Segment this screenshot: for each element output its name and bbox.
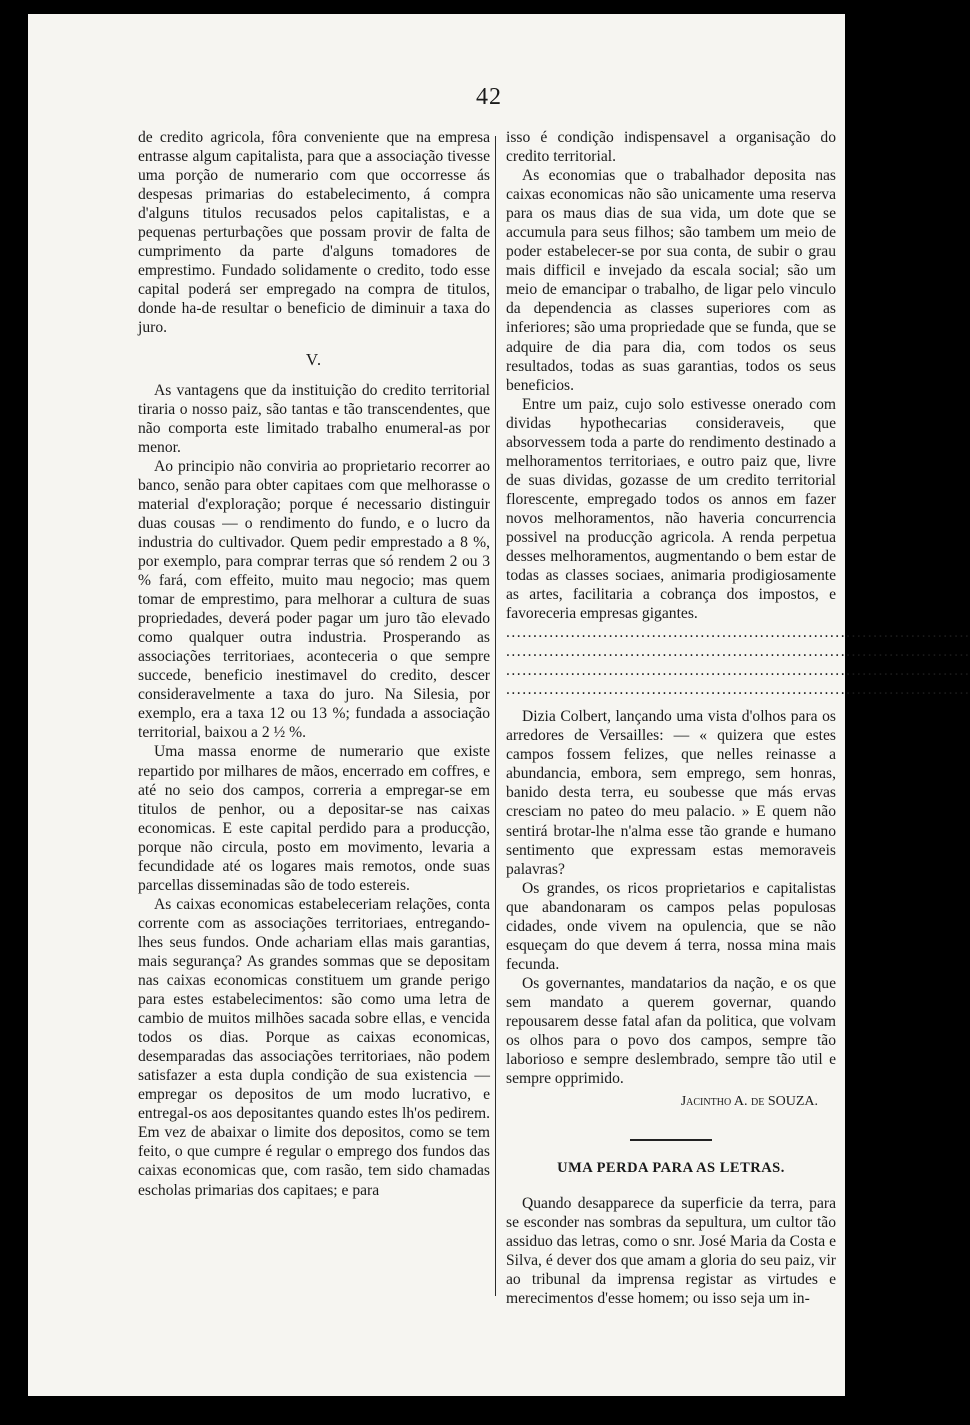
ellipsis-line: ...................................................................................... xyxy=(506,643,970,661)
section-heading: V. xyxy=(305,349,323,369)
paragraph: As vantagens que da instituição do credito territorial tiraria o nosso paiz, são tantas e tão transcendentes, que não comporta este limitado trabalho enumeral-as por menor. xyxy=(138,381,490,456)
paragraph: isso é condição indispensavel a organisação do credito territorial. xyxy=(506,129,836,166)
paragraph: As caixas economicas estabeleceriam relações, conta corrente com as associações territoriaes, entregando-lhes seus fundos. Onde achariam ellas mais garantias, mais segurança? As grandes sommas que se depositam nas caixas economicas constituem um grande perigo para estes estabelecimentos: são como uma letra de cambio de muitos milhões sacada sobre ellas, e vencida todos os dias. Porque as caixas economicas, desemparadas das associações territoriaes, não podem satisfazer a esta dupla condição de sua existencia — empregar os depositos de um modo lucrativo, e entregal-os aos depositantes quando estes lh'os pedirem. Em vez de abaixar o limite dos depositos, como se tem feito, o que cumpre é regular o emprego dos fundos das caixas economicas que, com rasão, tem sido chamadas escholas primarias dos capitaes; e para xyxy=(138,895,490,1199)
author-signature: Jacintho A. de SOUZA. xyxy=(680,1094,818,1110)
paragraph: Ao principio não conviria ao proprietario recorrer ao banco, senão para obter capitaes com que melhorasse o material d'exploração; porque é necessario distinguir duas cousas — o rendimento do fundo, e o lucro da industria do cultivador. Quem pedir emprestado a 8 %, por exemplo, para comprar terras que só rendem 2 ou 3 % fará, com effeito, muito mau negocio; mas quem tomar de emprestimo, para melhorar a cultura de suas propriedades, deverá poder pagar um juro tão elevado como qualquer outra industria. Prosperando as associações territoriaes, aconteceria o que sempre succede, beneficio inestimavel do credito, descer consideravelmente a taxa do juro. Na Silesia, por exemplo, era a taxa 12 ou 13 %; fundada a associação territorial, baixou a 2 ½ %. xyxy=(138,457,490,742)
paragraph: de credito agricola, fôra conveniente que na empresa entrasse algum capitalista, para que a associação tivesse uma porção de numerario com que occorresse ás despesas primarias do estabelecimento, á compra d'alguns titulos recusados pelos capitalistas, e a pequenas perturbações que possam provir de falta de cumprimento da parte d'alguns tomadores de emprestimo. Fundado solidamente o credito, todo esse capital poderá ser empregado na compra de titulos, donde ha-de resultar o beneficio de diminuir a taxa do juro. xyxy=(138,129,490,337)
paragraph: Os grandes, os ricos proprietarios e capitalistas que abandonaram os campos pelas populosas cidades, onde vivem na opulencia, que se não esqueçam do que devem á terra, nossa mina mais fecunda. xyxy=(506,879,836,973)
paragraph: Entre um paiz, cujo solo estivesse onerado com dividas hypothecarias consideraveis, que absorvessem toda a parte do rendimento destinado a melhoramentos territoriaes, e outro paiz que, livre de suas dividas, gozasse de um credito territorial florescente, empregado todos os annos em fazer novos melhoramentos, não haveria concurrencia possivel na producção agricola. A renda perpetua desses melhoramentos, augmentando o bem estar de todas as classes sociaes, animaria prodigiosamente as artes, facilitaria a cobrança dos impostos, e favoreceria empresas gigantes. xyxy=(506,395,836,623)
section-divider xyxy=(630,1139,712,1141)
ellipsis-line: ...................................................................................... xyxy=(506,662,970,680)
paragraph: Dizia Colbert, lançando uma vista d'olhos para os arredores de Versailles: — « quizera que estes campos fossem felizes, que nelles reinasse a abundancia, embora, sem emprego, sem honras, banido desta terra, eu soubesse que más ervas cresciam no pateo do meu palacio. » E quem não sentirá brotar-lhe n'alma esse tão grande e humano sentimento que expressam estas memoraveis palavras? xyxy=(506,708,836,878)
page-number: 42 xyxy=(476,84,502,110)
paragraph: Quando desapparece da superficie da terra, para se esconder nas sombras da sepultura, um cultor tão assiduo das letras, como o snr. José Maria da Costa e Silva, é dever dos que amam a gloria do seu paiz, vir ao tribunal da imprensa registar as virtudes e merecimentos d'esse homem; ou isso seja um in- xyxy=(506,1195,837,1308)
left-column xyxy=(138,128,490,1200)
ellipsis-line: ...................................................................................... xyxy=(506,624,970,642)
right-column xyxy=(506,128,970,1309)
paragraph: Uma massa enorme de numerario que existe repartido por milhares de mãos, encerrado em coffres, e até no seio dos campos, correria a empregar-se em titulos de penhor, ou a depositar-se nas caixas economicas. E este capital perdido para a producção, porque não circula, posto em movimento, levaria a fecundidade até os logares mais remotos, onde suas parcellas disseminadas são de todo estereis. xyxy=(138,743,490,894)
article-title: UMA PERDA PARA AS LETRAS. xyxy=(557,1160,785,1177)
ellipsis-line: ...................................................................................... xyxy=(506,681,970,699)
column-rule xyxy=(495,136,496,1296)
newspaper-page xyxy=(28,14,970,1396)
paragraph: Os governantes, mandatarios da nação, e os que sem mandato a querem governar, quando repousarem desse fatal afan da politica, que volvam os olhos para o povo dos campos, sempre tão laborioso e sempre deslembrado, sempre tão util e sempre opprimido. xyxy=(506,974,836,1088)
paragraph: As economias que o trabalhador deposita nas caixas economicas não são unicamente uma reserva para os maus dias de sua vida, um dote que se accumula para seus filhos; são tambem um meio de poder estabelecer-se por sua conta, de subir o grau mais difficil e invejado da escala social; são um meio de emancipar o trabalho, de ligar pelo vinculo da dependencia as classes superiores com as inferiores; são uma propriedade que se funda, que se adquire de dia para dia, com todos os seus resultados, todas as suas garantias, todos os seus beneficios. xyxy=(506,167,836,394)
